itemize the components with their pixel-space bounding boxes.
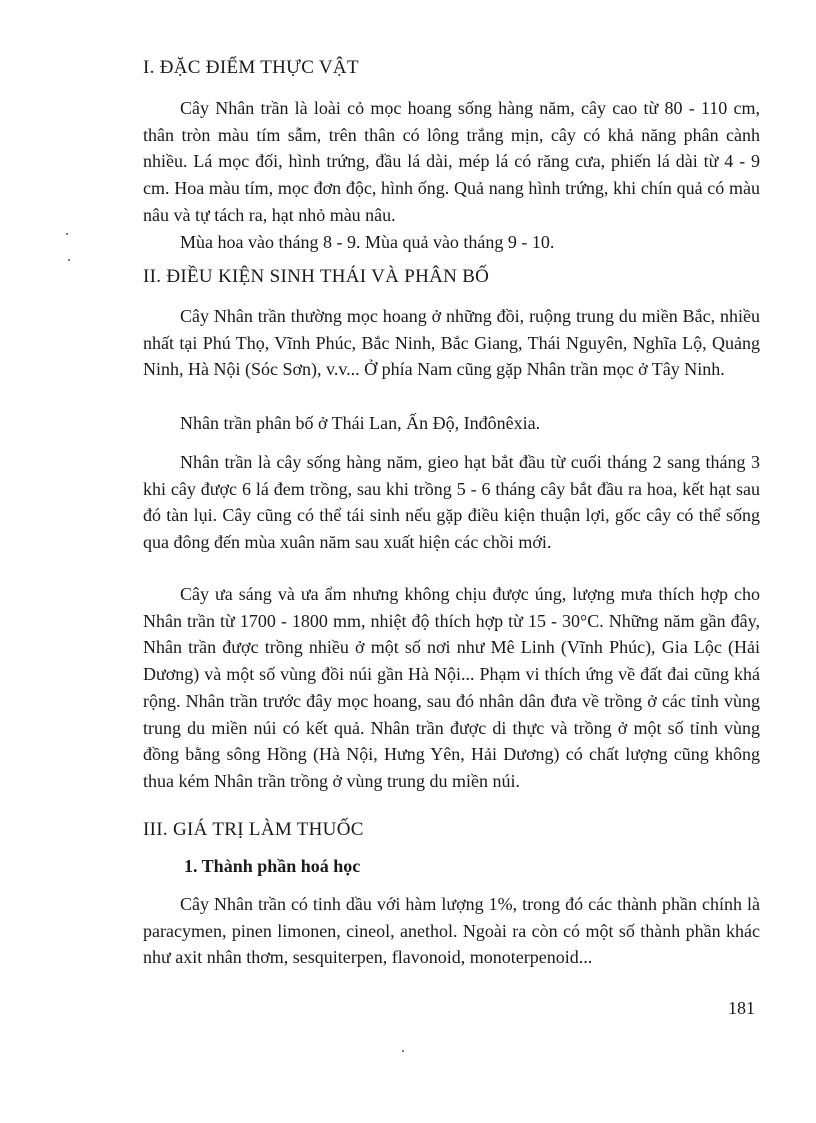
paragraph-life-cycle: Nhân trần là cây sống hàng năm, gieo hạt bắt đầu từ cuối tháng 2 sang tháng 3 khi cây được 6 lá đem trồng, sau khi trồng 5 - 6 tháng cây bắt đầu ra hoa, kết hạt sau đó tàn lụi. Cây cũng có thể tái sinh nếu gặp điều kiện thuận lợi, gốc cây có thể sống qua đông đến mùa xuân năm sau xuất hiện các chồi mới. <box>143 452 760 553</box>
paragraph-chemical-composition: Cây Nhân trần có tinh dầu với hàm lượng 1%, trong đó các thành phần chính là paracymen, pinen limonen, cineol, anethol. Ngoài ra còn có một số thành phần khác như axit nhân thơm, sesquiterpen, flavonoid, monoterpenoid... <box>143 894 760 968</box>
paragraph-habitat: Cây Nhân trần thường mọc hoang ở những đồi, ruộng trung du miền Bắc, nhiều nhất tại Phú Thọ, Vĩnh Phúc, Bắc Ninh, Bắc Giang, Thái Nguyên, Nghĩa Lộ, Quảng Ninh, Hà Nội (Sóc Sơn), v.v... Ở phía Nam cũng gặp Nhân trần mọc ở Tây Ninh. <box>143 306 760 380</box>
section-heading-plant-characteristics: I. ĐẶC ĐIỂM THỰC VẬT <box>143 57 359 78</box>
scan-speck <box>66 233 68 235</box>
paragraph-growing-conditions: Cây ưa sáng và ưa ẩm nhưng không chịu được úng, lượng mưa thích hợp cho Nhân trần từ 1700 - 1800 mm, nhiệt độ thích hợp từ 15 - 30°C. Những năm gần đây, Nhân trần được trồng nhiều ở một số nơi như Mê Linh (Vĩnh Phúc), Gia Lộc (Hải Dương) và một số vùng đồi núi gần Hà Nội... Phạm vi thích ứng về đất đai cũng khá rộng. Nhân trần trước đây mọc hoang, sau đó nhân dân đưa về trồng ở các tỉnh vùng trung du miền núi có kết quả. Nhân trần được di thực và trồng ở một số tỉnh vùng đồng bằng sông Hồng (Hà Nội, Hưng Yên, Hải Dương) có chất lượng cũng không thua kém Nhân trần trồng ở vùng trung du miền núi. <box>143 584 760 791</box>
subsection-heading-chemical-composition: 1. Thành phần hoá học <box>184 856 361 876</box>
paragraph-plant-description: Cây Nhân trần là loài cỏ mọc hoang sống hàng năm, cây cao từ 80 - 110 cm, thân tròn màu tím sẫm, trên thân có lông trắng mịn, cây có khả năng phân cành nhiều. Lá mọc đối, hình trứng, đầu lá dài, mép lá có răng cưa, phiến lá dài từ 4 - 9 cm. Hoa màu tím, mọc đơn độc, hình ống. Quả nang hình trứng, khi chín quả có màu nâu và tự tách ra, hạt nhỏ màu nâu. <box>143 98 760 225</box>
scan-speck <box>402 1050 404 1052</box>
page-number: 181 <box>728 998 755 1018</box>
scan-speck <box>68 259 70 261</box>
section-heading-medicinal-value: III. GIÁ TRỊ LÀM THUỐC <box>143 819 364 840</box>
paragraph-distribution: Nhân trần phân bố ở Thái Lan, Ấn Độ, Inđônêxia. <box>180 413 541 433</box>
section-heading-ecology-distribution: II. ĐIỀU KIỆN SINH THÁI VÀ PHÂN BỐ <box>143 266 490 287</box>
paragraph-flowering-season: Mùa hoa vào tháng 8 - 9. Mùa quả vào tháng 9 - 10. <box>180 232 555 252</box>
